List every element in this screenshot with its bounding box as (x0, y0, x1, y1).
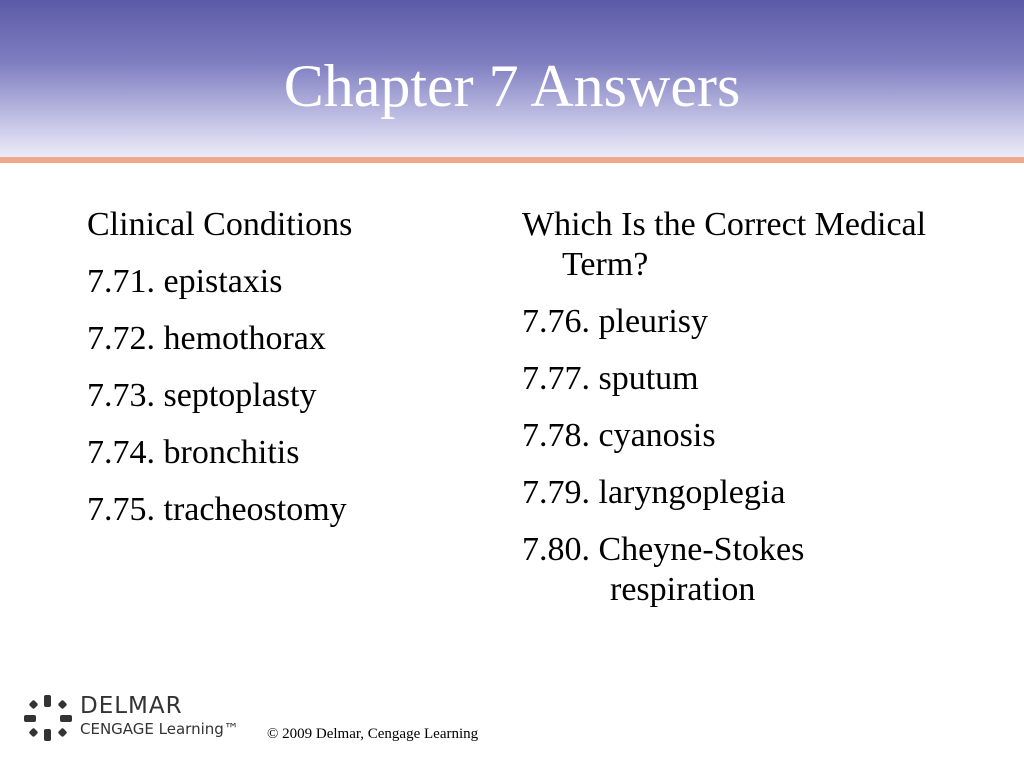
answer-7-76: 7.76. pleurisy (522, 303, 709, 340)
answer-7-77: 7.77. sputum (522, 360, 699, 397)
answer-7-71: 7.71. epistaxis (87, 263, 283, 300)
answer-7-79: 7.79. laryngoplegia (522, 474, 786, 511)
left-heading: Clinical Conditions (87, 206, 353, 243)
answer-7-73: 7.73. septoplasty (87, 377, 317, 414)
logo-delmar-text: DELMAR (80, 693, 183, 719)
answer-7-74: 7.74. bronchitis (87, 434, 300, 471)
logo-cengage-text: CENGAGE Learning™ (80, 720, 239, 738)
delmar-cengage-logo (22, 693, 262, 743)
slide-title: Chapter 7 Answers (283, 53, 741, 119)
right-heading: Which Is the Correct Medical Term? (522, 206, 927, 283)
right-column (522, 205, 942, 627)
answer-7-80: 7.80. Cheyne-Stokes respiration (522, 531, 805, 608)
answer-7-78: 7.78. cyanosis (522, 417, 716, 454)
copyright-notice: © 2009 Delmar, Cengage Learning (267, 726, 479, 742)
answer-7-72: 7.72. hemothorax (87, 320, 326, 357)
header-divider (0, 157, 1024, 163)
answer-7-75: 7.75. tracheostomy (87, 491, 347, 528)
delmar-logo-icon (22, 693, 74, 743)
left-column (87, 205, 487, 547)
